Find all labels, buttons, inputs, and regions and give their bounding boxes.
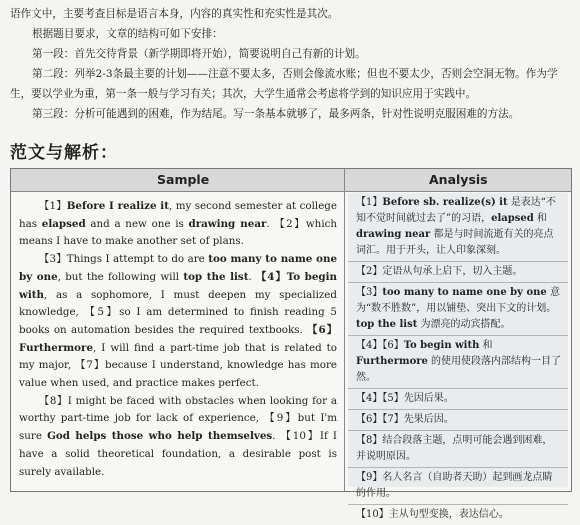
text-segment: 和: [533, 213, 547, 224]
highlighted-phrase: Before sb. realize(s) it: [382, 197, 508, 208]
text-segment: 都是与时间流逝有关的亮点词汇。用于开头，让人印象深刻。: [356, 229, 554, 256]
analysis-header: Analysis: [429, 172, 488, 187]
sample-paragraph-3: [19, 393, 337, 482]
text-segment: 【9】名人名言（自助者天助）起到画龙点睛的作用。: [356, 472, 553, 499]
highlighted-phrase: To begin with: [403, 340, 480, 351]
column-divider: [344, 169, 345, 491]
analysis-item: [348, 336, 568, 389]
intro-line-5: 第三段：分析可能遇到的困难，作为结尾。写一条基本就够了，最多两条，针对性说明克服困难的方法。: [32, 108, 520, 120]
sample-column: [19, 198, 337, 481]
table-header: [11, 169, 571, 192]
text-segment: . 【2】which means I have to make another set of plans.: [19, 217, 338, 248]
text-segment: 和: [479, 340, 493, 351]
sample-paragraph-2: [19, 251, 337, 393]
text-segment: 【6】【7】先果后因。: [356, 414, 454, 425]
intro-line-1: 语作文中，主要考查目标是语言本身，内容的真实性和充实性是其次。: [10, 8, 339, 20]
text-segment: . 【10】If I have a solid theoretical foundation, a desirable post is surely available.: [19, 430, 337, 478]
text-segment: , my second semester at college has: [19, 200, 337, 230]
text-segment: 【4】【5】先因后果。: [356, 393, 454, 404]
text-segment: 【1】: [356, 197, 383, 208]
text-segment: 【8】结合段落主题，点明可能会遇到困难，并说明原因。: [356, 435, 553, 462]
text-segment: 【3】: [356, 287, 383, 298]
intro-text: [10, 4, 574, 124]
highlighted-phrase: elapsed: [41, 217, 86, 230]
analysis-item: [348, 262, 568, 283]
highlighted-phrase: drawing near: [356, 229, 431, 240]
text-segment: 是表达“不知不觉时间就过去了”的习语，: [356, 197, 556, 224]
text-segment: 意为“数不胜数”，用以铺垫、突出下文的计划。: [356, 287, 560, 314]
highlighted-phrase: elapsed: [491, 213, 534, 224]
intro-line-4: 第二段：列举2-3条最主要的计划——注意不要太多，否则会像流水账；但也不要太少，否则会空洞无物。作为学生，要以学业为重，第一条一般与学习有关；其次，大学生通常会考虑将学到的知识应用于实践中。: [10, 68, 558, 100]
sample-paragraph-1: [19, 198, 337, 251]
intro-line-3: 第一段：首先交待背景（新学期即将开始），简要说明自己有新的计划。: [32, 48, 366, 60]
analysis-item: [348, 505, 568, 525]
text-segment: , but the following will: [57, 270, 184, 283]
analysis-item: [348, 410, 568, 431]
text-segment: , as a sophomore, I must deepen my specialized knowledge, 【5】so I am determined to finish reading 5 books on automation besides the required textbooks.: [19, 288, 337, 336]
text-segment: 【1】: [39, 200, 67, 212]
text-segment: 【10】主从句型变换，表达信心。: [356, 509, 509, 520]
highlighted-phrase: 【6】Furthermore: [19, 323, 337, 354]
highlighted-phrase: top the list: [356, 319, 418, 330]
highlighted-phrase: too many to name one by one: [382, 287, 547, 298]
highlighted-phrase: Furthermore: [356, 356, 428, 367]
text-segment: 的使用使段落内部结构一目了然。: [356, 356, 562, 383]
highlighted-phrase: God helps those who help themselves: [47, 430, 273, 443]
highlighted-phrase: Before I realize it: [66, 200, 169, 212]
analysis-item: [348, 193, 568, 262]
text-segment: 【3】Things I attempt to do are: [39, 253, 209, 266]
section-heading: 范文与解析：: [10, 143, 118, 163]
text-segment: .: [248, 270, 257, 283]
highlighted-phrase: drawing near: [188, 217, 267, 230]
text-segment: 【4】【6】: [356, 340, 404, 351]
analysis-item: [348, 389, 568, 410]
analysis-column: [348, 193, 568, 520]
sample-header: Sample: [157, 172, 210, 187]
analysis-item: [348, 283, 568, 336]
text-segment: and a new one is: [85, 217, 189, 230]
text-segment: , I will find a part-time job that is related to my major, 【7】because I understand, knowledge has more value when used, and practice makes perfect.: [19, 341, 337, 390]
highlighted-phrase: too many to name one by one: [19, 253, 337, 283]
analysis-item: [348, 431, 568, 468]
highlighted-phrase: top the list: [183, 270, 249, 283]
text-segment: 【8】I might be faced with obstacles when looking for a worthy part-time job for lack of experience, 【9】but I'm sure: [19, 394, 337, 443]
analysis-item: [348, 468, 568, 505]
sample-analysis-table: [10, 168, 572, 520]
intro-line-2: 根据题目要求，文章的结构可如下安排：: [32, 28, 223, 40]
text-segment: 为漂亮的动宾搭配。: [417, 319, 511, 330]
highlighted-phrase: 【4】To begin with: [19, 270, 338, 301]
text-segment: 【2】定语从句承上启下，切入主题。: [356, 266, 523, 277]
